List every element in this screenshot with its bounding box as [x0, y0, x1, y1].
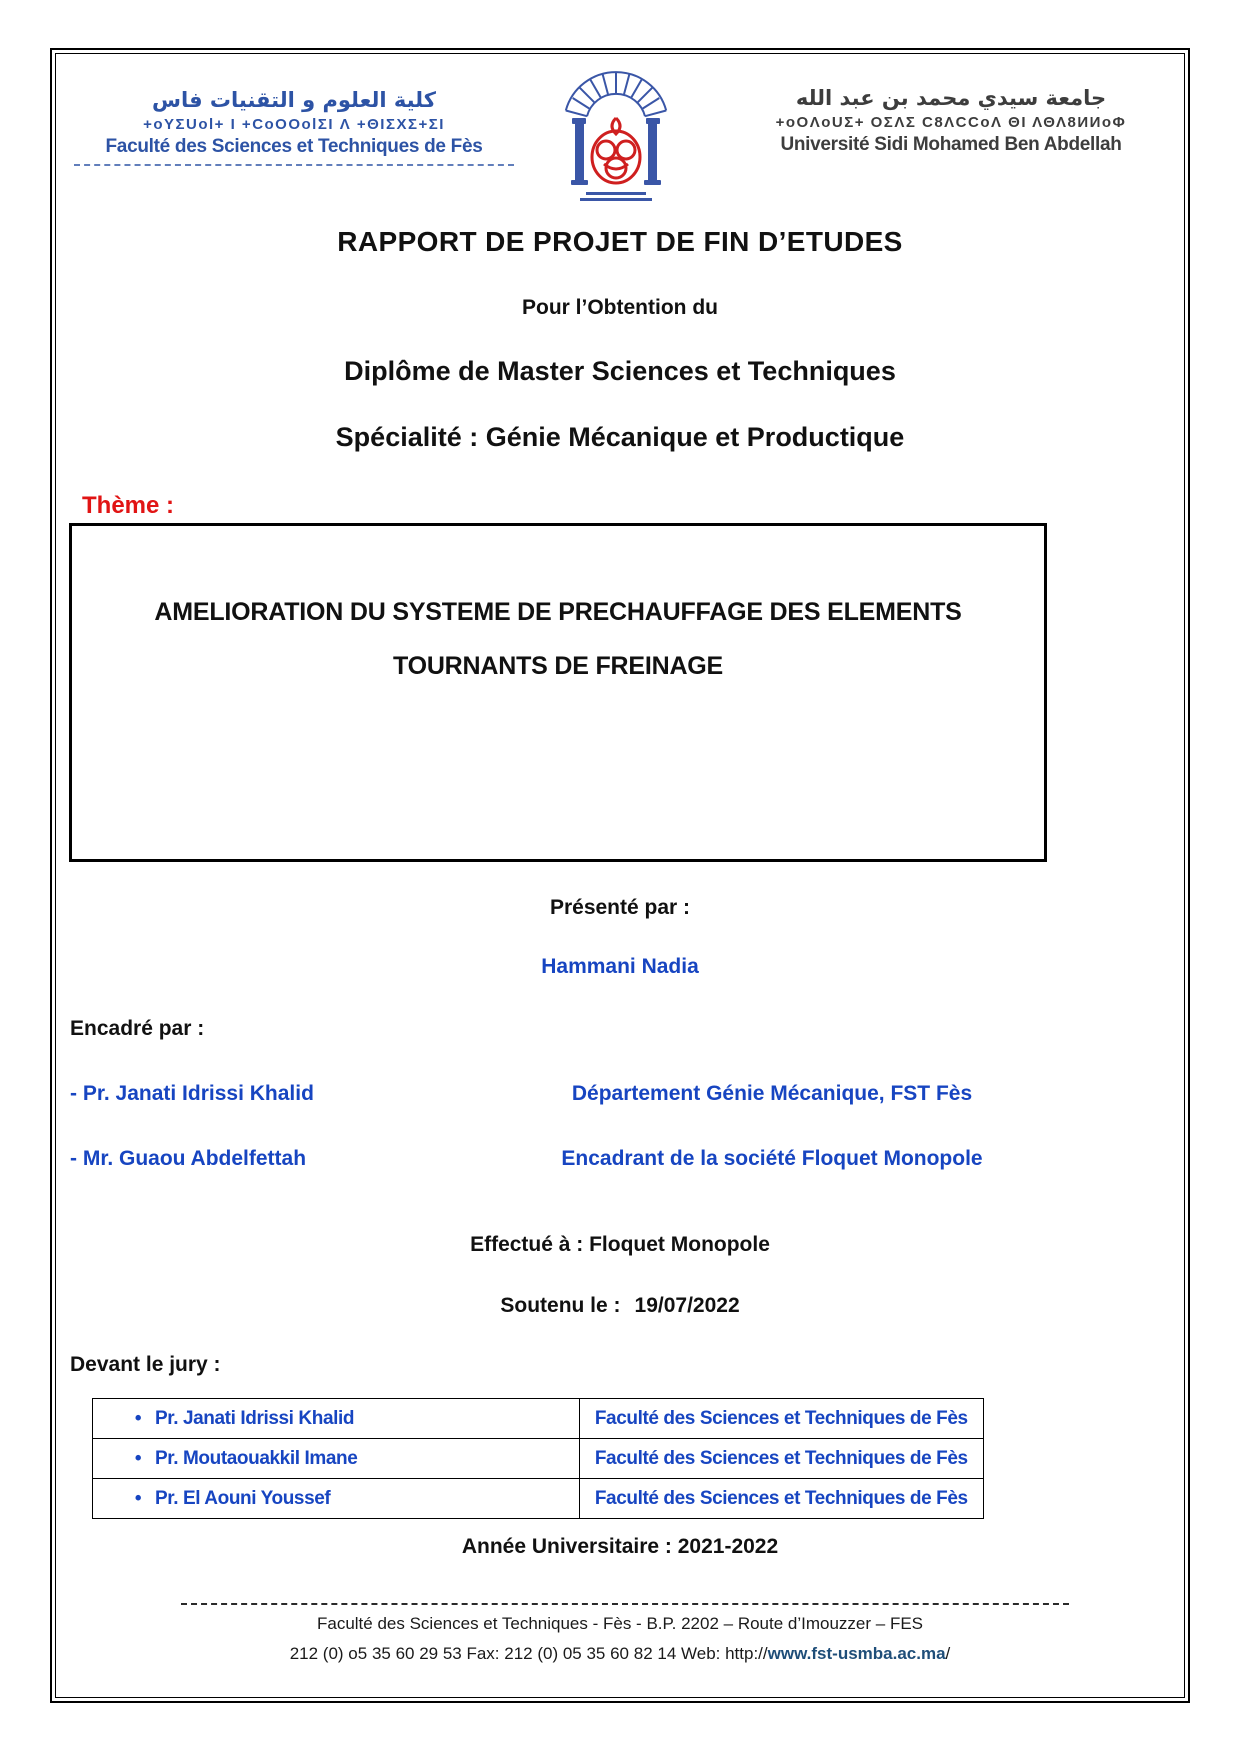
footer-contact-suffix: /: [945, 1644, 951, 1663]
jury-member-name: Pr. El Aouni Youssef: [155, 1487, 331, 1509]
advisor-affiliation: Encadrant de la société Floquet Monopole: [561, 1147, 983, 1170]
jury-table: [92, 1398, 984, 1519]
footer-address: Faculté des Sciences et Techniques - Fès - B.P. 2202 – Route d’Imouzzer – FES: [316, 1614, 924, 1633]
jury-member-affiliation: Faculté des Sciences et Techniques de Fès: [579, 1439, 983, 1479]
footer-contact-line: [56, 1644, 1184, 1664]
jury-member-affiliation: Faculté des Sciences et Techniques de Fès: [579, 1479, 983, 1519]
footer-contact-prefix: 212 (0) o5 35 60 29 53 Fax: 212 (0) 05 35 60 82 14 Web: http://: [289, 1644, 768, 1663]
university-emblem-logo: [556, 62, 676, 212]
supervised-by-label: Encadré par :: [70, 1017, 205, 1040]
faculty-name-arabic: كلية العلوم و التقنيات فاس: [152, 88, 436, 112]
faculty-name-tifinagh: +oYΣUol+ I +CoOOolΣI Λ +ΘΙΣΧΣ+ΣΙ: [143, 116, 445, 134]
defense-date-line: [56, 1294, 1184, 1318]
university-name-french: Université Sidi Mohamed Ben Abdellah: [780, 134, 1122, 156]
advisor-row: [56, 1147, 1184, 1177]
advisor-row: [56, 1082, 1184, 1112]
specialty-title: Spécialité : Génie Mécanique et Productique: [335, 422, 905, 452]
university-name-arabic: جامعة سيدي محمد بن عبد الله: [795, 86, 1107, 110]
jury-member-name-cell: [93, 1439, 580, 1479]
faculty-name-french: Faculté des Sciences et Techniques de Fès: [105, 136, 483, 158]
page-border-frame: [50, 48, 1190, 1703]
footer-website-link[interactable]: www.fst-usmba.ac.ma: [767, 1644, 946, 1663]
defense-date-label: Soutenu le :: [500, 1294, 621, 1317]
university-name-tifinagh: +oOΛoUΣ+ OΣΛΣ C8ΛCCoΛ ΘΙ ΛΘΛ8ИИoΦ: [775, 114, 1127, 132]
advisor-name: - Mr. Guaou Abdelfettah: [70, 1147, 307, 1170]
faculty-header-block: [74, 86, 514, 166]
bullet-icon: •: [134, 1487, 142, 1509]
page-border-frame-inner: [55, 53, 1185, 1698]
theme-label: Thème :: [82, 492, 175, 519]
jury-table-row: [93, 1439, 984, 1479]
advisor-affiliation: Département Génie Mécanique, FST Fès: [571, 1082, 973, 1105]
bullet-icon: •: [134, 1447, 142, 1469]
theme-title-line1: AMELIORATION DU SYSTEME DE PRECHAUFFAGE DES ELEMENTS: [154, 598, 962, 627]
academic-year: Année Universitaire : 2021-2022: [461, 1535, 779, 1558]
jury-member-name: Pr. Janati Idrissi Khalid: [155, 1407, 355, 1429]
theme-title-box: [69, 523, 1047, 862]
footer-dashed-separator: [181, 1603, 1069, 1605]
host-company-line: Effectué à : Floquet Monopole: [470, 1233, 770, 1256]
theme-title-line2: TOURNANTS DE FREINAGE: [392, 652, 724, 680]
jury-member-name: Pr. Moutaouakkil Imane: [155, 1447, 358, 1469]
jury-table-row: [93, 1399, 984, 1439]
report-title: RAPPORT DE PROJET DE FIN D’ETUDES: [337, 226, 903, 257]
student-name: Hammani Nadia: [541, 955, 699, 978]
jury-member-name-cell: [93, 1479, 580, 1519]
bullet-icon: •: [134, 1407, 142, 1429]
diploma-title: Diplôme de Master Sciences et Techniques: [344, 356, 896, 386]
university-header-block: [726, 84, 1176, 158]
advisor-name: - Pr. Janati Idrissi Khalid: [70, 1082, 314, 1105]
jury-member-affiliation: Faculté des Sciences et Techniques de Fès: [579, 1399, 983, 1439]
presented-by-label: Présenté par :: [549, 896, 691, 919]
jury-member-name-cell: [93, 1399, 580, 1439]
obtention-subtitle: Pour l’Obtention du: [522, 296, 718, 319]
defense-date-value: 19/07/2022: [634, 1294, 740, 1317]
jury-table-row: [93, 1479, 984, 1519]
faculty-decorative-dashes: [74, 164, 514, 166]
jury-label: Devant le jury :: [70, 1353, 221, 1376]
